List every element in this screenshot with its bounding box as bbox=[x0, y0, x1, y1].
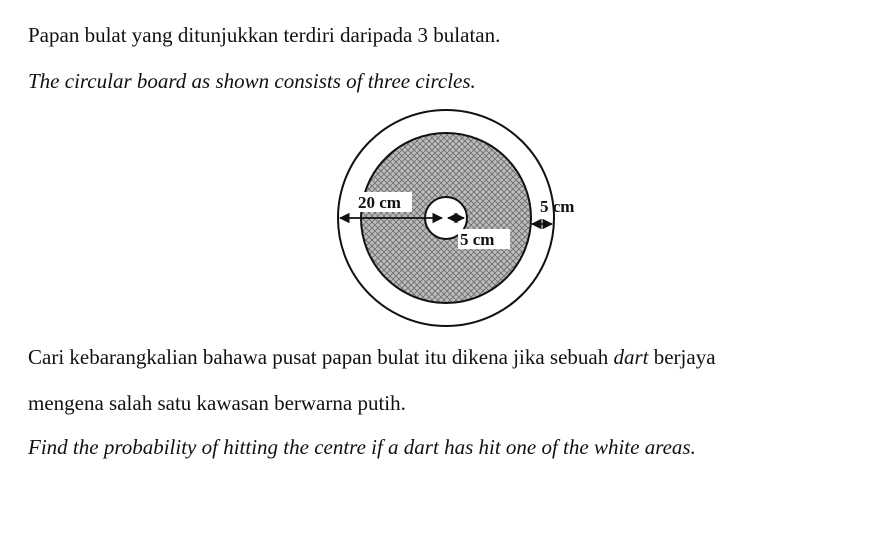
circular-board-diagram bbox=[330, 108, 600, 333]
question-line-malay-1: Papan bulat yang ditunjukkan terdiri daripada 3 bulatan. bbox=[28, 23, 501, 47]
question-line-malay-3: mengena salah satu kawasan berwarna putih. bbox=[28, 391, 406, 415]
label-ring-5cm: 5 cm bbox=[540, 197, 575, 216]
question-line-malay-2-dart: dart bbox=[613, 345, 649, 369]
question-line-malay-2 bbox=[28, 344, 716, 370]
question-line-malay-2-b: berjaya bbox=[648, 345, 716, 369]
question-line-english-2: Find the probability of hitting the centre if a dart has hit one of the white areas. bbox=[28, 435, 696, 459]
question-line-malay-2-a: Cari kebarangkalian bahawa pusat papan bulat itu dikena jika sebuah bbox=[28, 345, 614, 369]
question-line-english-1: The circular board as shown consists of three circles. bbox=[28, 69, 476, 93]
label-inner-5cm: 5 cm bbox=[460, 230, 495, 249]
label-20cm: 20 cm bbox=[358, 193, 401, 212]
